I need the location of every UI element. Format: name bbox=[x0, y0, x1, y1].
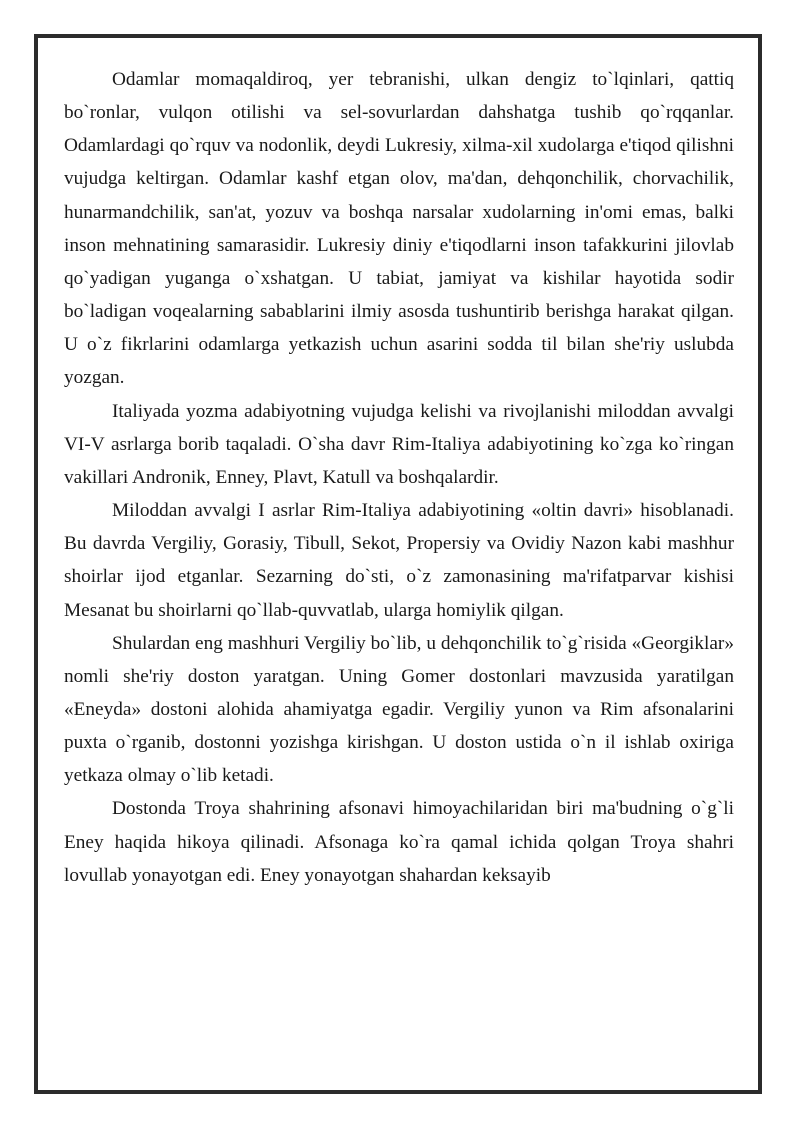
paragraph-4: Shulardan eng mashhuri Vergiliy bo`lib, u dehqonchilik to`g`risida «Georgiklar» nomli she'riy doston yaratgan. Uning Gomer dostonlari mavzusida yaratilgan «Eneyda» dostoni alohida ahamiyatga egadir. Vergiliy yunon va Rim afsonalarini puxta o`rganib, dostonni yozishga kirishgan. U doston ustida o`n il ishlab oxiriga yetkaza olmay o`lib ketadi. bbox=[64, 632, 734, 787]
document-body bbox=[64, 63, 734, 892]
paragraph-3: Miloddan avvalgi I asrlar Rim-Italiya adabiyotining «oltin davri» hisoblanadi. Bu davrda Vergiliy, Gorasiy, Tibull, Sekot, Propersiy va Ovidiy Nazon kabi mashhur shoirlar ijod etganlar. Sezarning do`sti, o`z zamonasining ma'rifatparvar kishisi Mesanat bu shoirlarni qo`llab-quvvatlab, ularga homiylik qilgan. bbox=[64, 500, 734, 621]
paragraph-2: Italiyada yozma adabiyotning vujudga kelishi va rivojlanishi miloddan avvalgi VI-V asrlarga borib taqaladi. O`sha davr Rim-Italiya adabiyotining ko`zga ko`ringan vakillari Andronik, Enney, Plavt, Katull va boshqalardir. bbox=[64, 400, 734, 488]
paragraph-5: Dostonda Troya shahrining afsonavi himoyachilaridan biri ma'budning o`g`li Eney haqida hikoya qilinadi. Afsonaga ko`ra qamal ichida qolgan Troya shahri lovullab yonayotgan edi. Eney yonayotgan shahardan keksayib bbox=[64, 798, 734, 886]
paragraph-1: Odamlar momaqaldiroq, yer tebranishi, ulkan dengiz to`lqinlari, qattiq bo`ronlar, vulqon otilishi va sel-sovurlardan dahshatga tushib qo`rqqanlar. Odamlardagi qo`rquv va nodonlik, deydi Lukresiy, xilma-xil xudolarga e'tiqod qilishni vujudga keltirgan. Odamlar kashf etgan olov, ma'dan, dehqonchilik, chorvachilik, hunarmandchilik, san'at, yozuv va boshqa narsalar xudolarning in'omi emas, balki inson mehnatining samarasidir. Lukresiy diniy e'tiqodlarni inson tafakkurini jilovlab qo`yadigan yuganga o`xshatgan. U tabiat, jamiyat va kishilar hayotida sodir bo`ladigan voqealarning sabablarini ilmiy asosda tushuntirib berishga harakat qilgan. U o`z fikrlarini odamlarga yetkazish uchun asarini sodda til bilan she'riy uslubda yozgan. bbox=[64, 69, 734, 389]
